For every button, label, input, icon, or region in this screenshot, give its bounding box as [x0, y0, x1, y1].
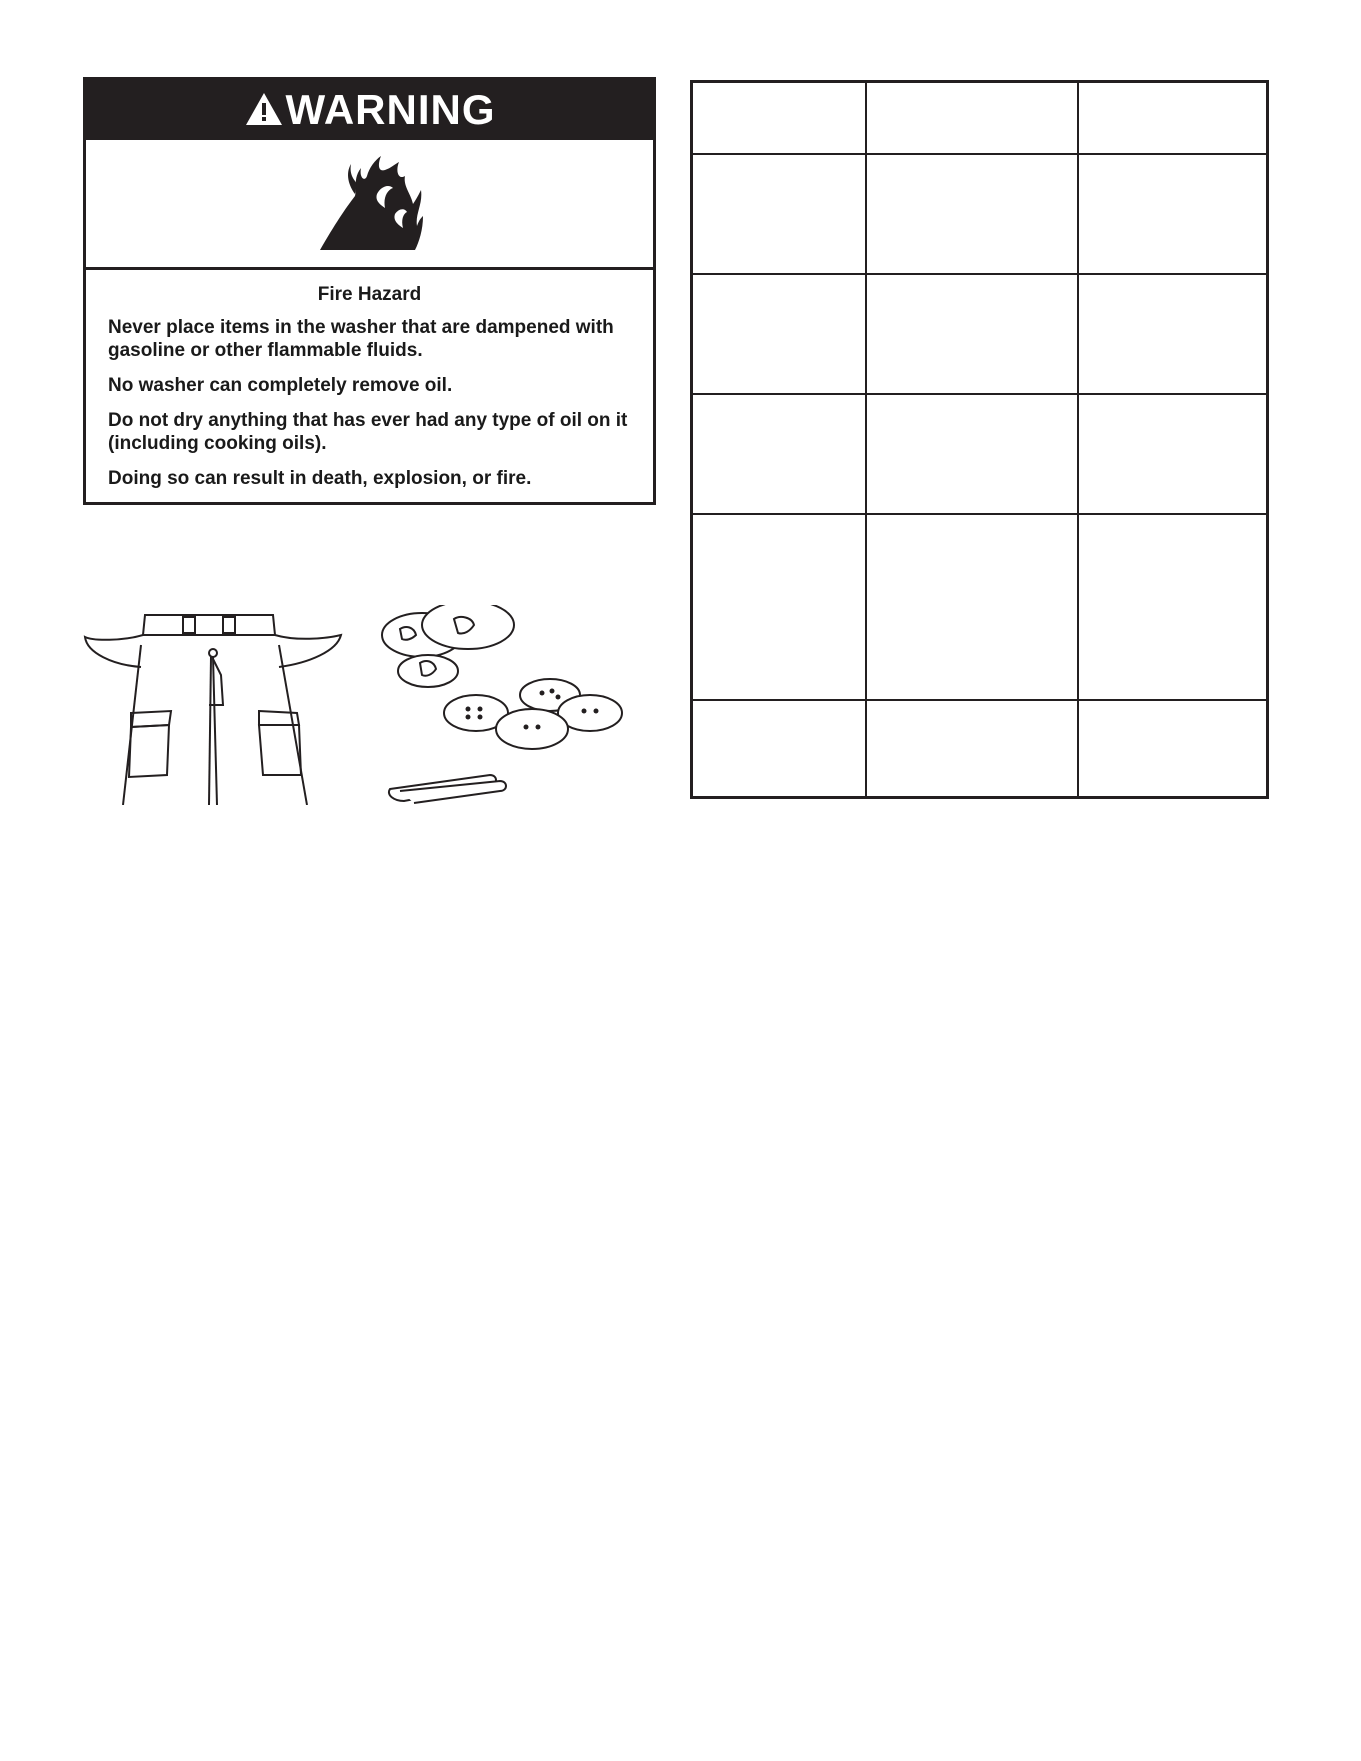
warning-line-2: No washer can completely remove oil.	[108, 375, 453, 396]
table-cell	[692, 274, 866, 394]
warning-box	[83, 77, 656, 505]
table-cell	[866, 514, 1078, 700]
table-row	[692, 394, 1268, 514]
table-cell	[866, 394, 1078, 514]
table-row	[692, 154, 1268, 274]
warning-header	[86, 80, 653, 140]
coins-buttons-safety-pins-illustration	[380, 605, 670, 805]
warning-line-4: Doing so can result in death, explosion, or fire.	[108, 468, 532, 489]
table-cell	[1078, 82, 1268, 154]
table-row	[692, 700, 1268, 798]
warning-body	[86, 270, 653, 490]
warning-line-3: Do not dry anything that has ever had any type of oil on it (including cooking oils).	[108, 410, 628, 454]
table-cell	[866, 700, 1078, 798]
fire-icon	[315, 154, 425, 254]
table-cell	[1078, 274, 1268, 394]
hazard-title: Fire Hazard	[317, 284, 422, 305]
table-cell	[1078, 154, 1268, 274]
table-cell	[692, 82, 866, 154]
table-cell	[866, 82, 1078, 154]
table-row	[692, 82, 1268, 154]
table-cell	[1078, 514, 1268, 700]
empty-pockets-pants-illustration	[83, 605, 353, 805]
warning-line-1: Never place items in the washer that are dampened with gasoline or other flammable fluids.	[108, 317, 614, 361]
table-cell	[866, 274, 1078, 394]
table-cell	[692, 514, 866, 700]
table-row	[692, 514, 1268, 700]
table-cell	[866, 154, 1078, 274]
table-cell	[692, 394, 866, 514]
table-cell	[692, 154, 866, 274]
table-row	[692, 274, 1268, 394]
table-cell	[1078, 700, 1268, 798]
table-cell	[692, 700, 866, 798]
empty-table	[690, 80, 1269, 799]
warning-header-text: WARNING	[285, 86, 496, 133]
alert-triangle-icon	[244, 91, 284, 127]
table-cell	[1078, 394, 1268, 514]
fire-icon-area	[86, 140, 653, 270]
